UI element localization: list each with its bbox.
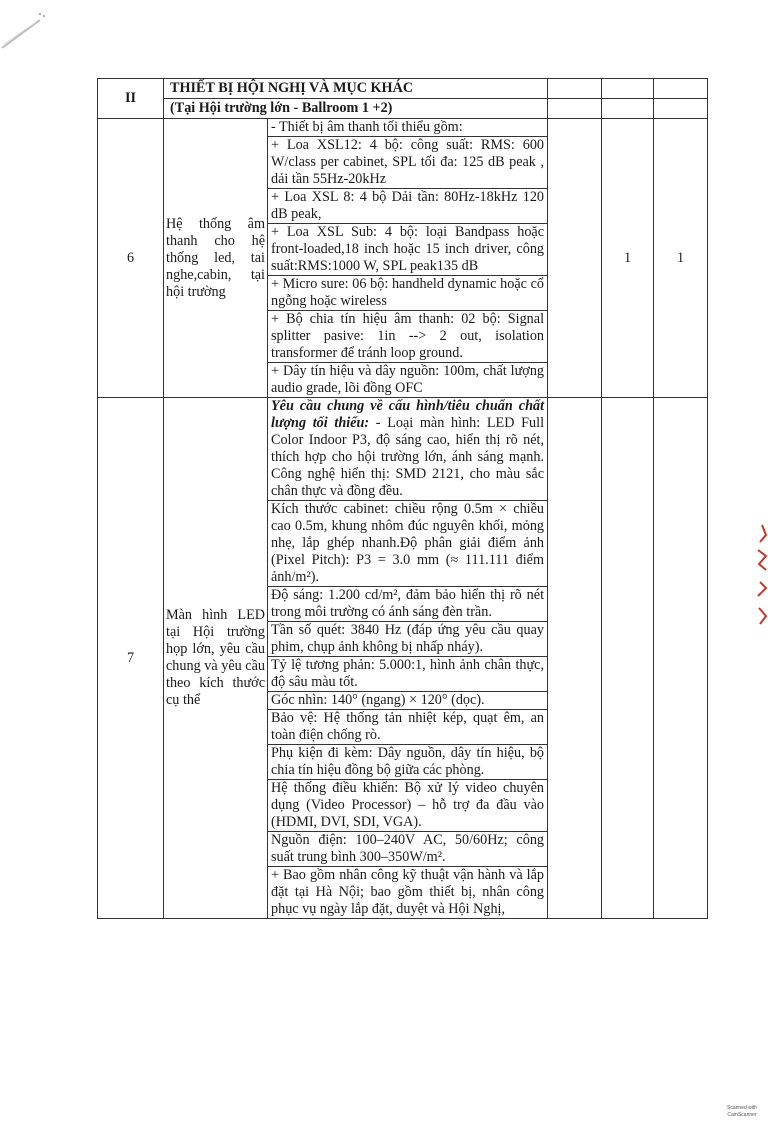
quantity-value: 1 xyxy=(602,119,654,398)
spec-line: Phụ kiện đi kèm: Dây nguồn, dây tín hiệu, bộ chia tín hiệu đồng bộ giữa các phòng. xyxy=(268,745,548,780)
section-header-row xyxy=(98,79,708,99)
row-number: 7 xyxy=(98,398,164,919)
spec-line: Nguồn điện: 100–240V AC, 50/60Hz; công suất trung bình 300–350W/m². xyxy=(268,832,548,867)
spec-line: Tần số quét: 3840 Hz (đáp ứng yêu cầu quay phim, chụp ảnh không bị nhấp nháy). xyxy=(268,622,548,657)
scan-corner-mark xyxy=(0,0,60,50)
general-requirements xyxy=(268,398,548,501)
spec-line: Tỷ lệ tương phản: 5.000:1, hình ảnh chân thực, độ sâu màu tốt. xyxy=(268,657,548,692)
table-row xyxy=(98,398,708,501)
spec-line: + Bao gồm nhân công kỹ thuật vận hành và lắp đặt tại Hà Nội; bao gồm thiết bị, nhân công phục vụ ngày lắp đặt, duyệt và Hội Nghị, xyxy=(268,867,548,919)
spec-line: Hệ thống điều khiển: Bộ xử lý video chuyên dụng (Video Processor) – hỗ trợ đa đầu vào (HDMI, DVI, SDI, VGA). xyxy=(268,780,548,832)
quantity-value: 1 xyxy=(654,119,708,398)
section-subtitle: (Tại Hội trường lớn - Ballroom 1 +2) xyxy=(164,99,548,119)
spec-line: Kích thước cabinet: chiều rộng 0.5m × chiều cao 0.5m, khung nhôm đúc nguyên khối, mỏng nhẹ, lắp ghép nhanh.Độ phân giải điểm ảnh (Pixel Pitch): P3 = 3.0 mm (≈ 111.111 điểm ảnh/m²). xyxy=(268,501,548,587)
spec-line: + Loa XSL12: 4 bộ: công suất: RMS: 600 W/class per cabinet, SPL tối đa: 125 dB peak , dải tần 55Hz-20kHz xyxy=(268,137,548,189)
row-number: 6 xyxy=(98,119,164,398)
general-heading: Yêu cầu chung về cấu hình/tiêu chuẩn chất lượng tối thiểu: xyxy=(271,398,545,431)
row-item-name: Hệ thống âm thanh cho hệ thống led, tai nghe,cabin, tại hội trường xyxy=(164,119,268,398)
spec-line: Góc nhìn: 140° (ngang) × 120° (dọc). xyxy=(268,692,548,710)
spec-line: - Thiết bị âm thanh tối thiểu gồm: xyxy=(268,119,548,137)
red-stamp-edge xyxy=(754,520,768,640)
section-subtitle-row xyxy=(98,99,708,119)
spec-line: + Dây tín hiệu và dây nguồn: 100m, chất lượng audio grade, lõi đồng OFC xyxy=(268,363,548,398)
spec-line: + Loa XSL 8: 4 bộ Dải tần: 80Hz-18kHz 120 dB peak, xyxy=(268,189,548,224)
spec-line: + Micro sure: 06 bộ: handheld dynamic hoặc cổ ngỗng hoặc wireless xyxy=(268,276,548,311)
equipment-table xyxy=(97,78,708,919)
spec-line: Độ sáng: 1.200 cd/m², đảm bảo hiển thị rõ nét trong môi trường có ánh sáng đèn trần. xyxy=(268,587,548,622)
spec-line: Bảo vệ: Hệ thống tản nhiệt kép, quạt êm, an toàn điện chống rò. xyxy=(268,710,548,745)
spec-line: + Loa XSL Sub: 4 bộ: loại Bandpass hoặc front-loaded,18 inch hoặc 15 inch driver, công suất:RMS:1000 W, SPL peak135 dB xyxy=(268,224,548,276)
general-text: - Loại màn hình: LED Full Color Indoor P3, độ sáng cao, hiển thị rõ nét, thích hợp cho hội trường lớn, ánh sáng mạnh. Công nghệ hiển thị: SMD 2121, cho màu sắc chân thực và đồng đều. xyxy=(271,415,545,499)
section-title: THIẾT BỊ HỘI NGHỊ VÀ MỤC KHÁC xyxy=(164,79,548,99)
spec-line: + Bộ chia tín hiệu âm thanh: 02 bộ: Signal splitter pasive: 1in --> 2 out, isolation transformer để tránh loop ground. xyxy=(268,311,548,363)
section-number: II xyxy=(98,79,164,119)
table-row xyxy=(98,119,708,137)
row-item-name: Màn hình LED tại Hội trường họp lớn, yêu cầu chung và yêu cầu theo kích thước cụ thể xyxy=(164,398,268,919)
camscanner-badge: Scanned with CamScanner xyxy=(726,1105,758,1118)
